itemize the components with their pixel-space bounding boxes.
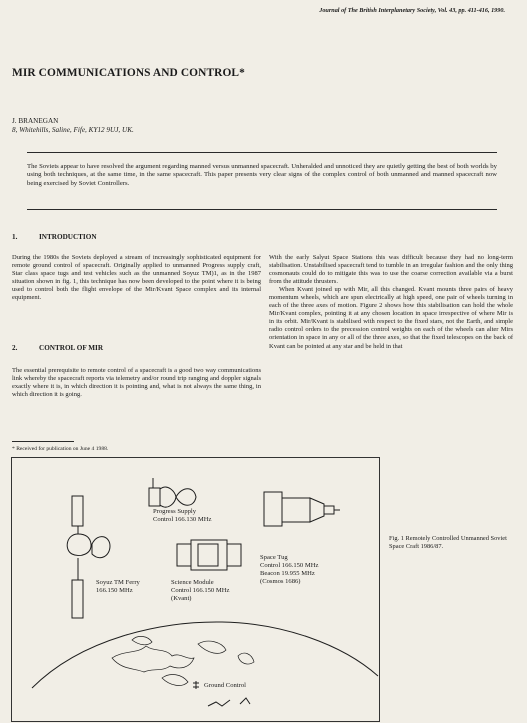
paragraph: With the early Salyut Space Stations this was difficult because they had no long-term stabilisation. Unstabilised spacecraft tend to tumble in an irregular fashion and the only thing cosmonauts could do to mitigate this was to use the coarse correction available via a burst from the attitude thrusters. [269, 254, 513, 286]
space-tug [264, 492, 340, 526]
progress-spacecraft [149, 478, 196, 507]
science-label [171, 579, 229, 603]
paper-title: MIR COMMUNICATIONS AND CONTROL* [12, 67, 245, 79]
soyuz-label [96, 579, 140, 595]
section-1-heading [12, 233, 97, 241]
author-affiliation: 8, Whitehills, Saline, Fife, KY12 9UJ, UK. [12, 126, 134, 134]
label-line: (Cosmos 1686) [260, 578, 301, 585]
section-number: 1. [12, 233, 18, 241]
coastline-map [112, 636, 254, 685]
soyuz-spacecraft [67, 496, 110, 618]
right-column [269, 254, 513, 351]
label-line: Progress Supply [153, 508, 197, 515]
abstract-top-rule [27, 152, 497, 153]
label-line: Beacon 19.955 MHz [260, 570, 315, 577]
science-module [177, 540, 241, 570]
progress-label [153, 508, 211, 524]
section-title: CONTROL OF MIR [39, 344, 104, 352]
figure-caption: Fig. 1 Remotely Controlled Unmanned Soviet Space Craft 1986/87. [389, 535, 507, 550]
label-line: 166.150 MHz [96, 587, 133, 594]
label-line: Space Tug [260, 554, 288, 561]
left-column-intro [12, 254, 261, 302]
label-line: Control 166.150 MHz [260, 562, 319, 569]
label-line: Control 166.150 MHz [171, 587, 230, 594]
left-column-control [12, 367, 261, 399]
label-line: (Kvant) [171, 595, 192, 602]
earth-horizon [32, 622, 378, 688]
tug-label [260, 554, 318, 586]
paragraph: The essential prerequisite to remote control of a spacecraft is a good two way communications link whereby the spacecraft reports via telemetry and/or round trip ranging and doppler signals exactly where it is, in which direction it is pointing and, what is not always the same thing, in which direction it is going. [12, 367, 261, 399]
section-2-heading [12, 344, 103, 352]
author-name: J. BRANEGAN [12, 117, 59, 125]
paragraph: During the 1980s the Soviets deployed a stream of increasingly sophisticated equipment for remote ground control of spacecraft. Originally applied to unmanned Progress supply craft, Star class space tugs and test vehicles such as the unmanned Soyuz TM)1, as in the 1987 situation shown in fig. 1, this technique has now been developed to the point where it is being used to control both the flight envelope of the Mir/Kvant Space complex and its internal equipment. [12, 254, 261, 302]
ground-control-label: Ground Control [204, 682, 246, 689]
figure-1 [11, 457, 380, 722]
section-title: INTRODUCTION [39, 233, 97, 241]
label-line: Soyuz TM Ferry [96, 579, 140, 586]
footnote-rule [12, 441, 74, 442]
abstract-bottom-rule [27, 209, 497, 210]
label-line: Science Module [171, 579, 214, 586]
footnote: * Received for publication on June 4 1988. [12, 446, 109, 452]
journal-header: Journal of The British Interplanetary Society, Vol. 43, pp. 411-416, 1990. [319, 7, 505, 14]
paragraph: When Kvant joined up with Mir, all this changed. Kvant mounts three pairs of heavy momentum wheels, which are spun electrically at high speed, one pair of wheels turning in each of the three axes of motion. Figure 2 shows how this stabilisation can hold the whole Mir/Kvant complex, pointing it at any chosen location in space irrespective of where Mir is in its orbit. Mir/Kvant is stabilised with respect to the fixed stars, not the Earth, and simple radio control orders to the precession control weights on each of the wheels can alter Mirs orientation in space in any or all of the three axes, so that the fixed telescopes on the back of Kvant can be pointed at any star and be held in that [269, 286, 513, 350]
abstract: The Soviets appear to have resolved the argument regarding manned versus unmanned spacecraft. Unheralded and unnoticed they are quietly getting the best of both worlds by using both techniques, at the same time, in the same spacecraft. This paper presents very clear signs of the complex control of both unmanned and manned spacecraft now being exercised by Soviet Controllers. [27, 163, 497, 187]
label-line: Control 166.130 MHz [153, 516, 212, 523]
author-block [12, 117, 134, 135]
section-number: 2. [12, 344, 18, 352]
